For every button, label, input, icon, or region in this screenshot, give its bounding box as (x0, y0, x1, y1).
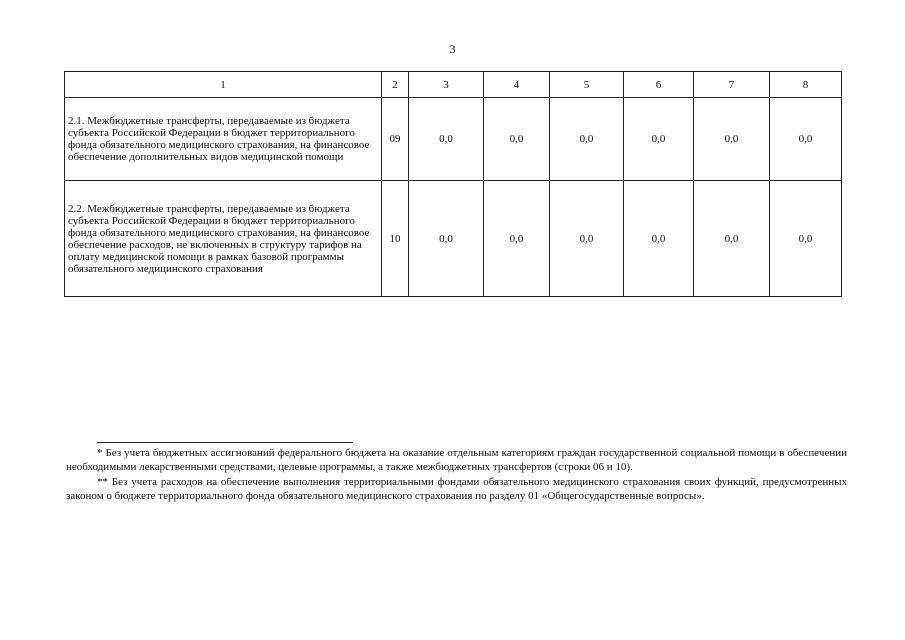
row-value: 0,0 (409, 98, 484, 181)
row-description: 2.1. Межбюджетные трансферты, передаваемые из бюджета субъекта Российской Федерации в бюджет территориального фонда обязательного медицинского страхования, на финансовое обеспечение дополнительных видов медицинской помощи (65, 98, 382, 181)
footnote-double-star: ** Без учета расходов на обеспечение выполнения территориальными фондами обязательного медицинского страхования своих функций, предусмотренных законом о бюджете территориального фонда обязательного медицинского страхования по разделу 01 «Общегосударственные вопросы». (66, 476, 847, 502)
row-value: 0,0 (770, 98, 842, 181)
row-value: 0,0 (624, 98, 694, 181)
table-header-row (65, 72, 842, 98)
page-number: 3 (449, 42, 456, 56)
column-header: 3 (409, 72, 484, 98)
column-header: 6 (624, 72, 694, 98)
footnote-separator (97, 442, 353, 443)
row-value: 0,0 (694, 181, 770, 297)
budget-table (64, 71, 842, 297)
column-header: 2 (382, 72, 409, 98)
column-header: 1 (65, 72, 382, 98)
row-value: 0,0 (484, 98, 550, 181)
row-value: 0,0 (484, 181, 550, 297)
row-value: 0,0 (550, 181, 624, 297)
row-value: 0,0 (770, 181, 842, 297)
row-value: 0,0 (550, 98, 624, 181)
row-value: 0,0 (409, 181, 484, 297)
table-row (65, 98, 842, 181)
column-header: 4 (484, 72, 550, 98)
column-header: 5 (550, 72, 624, 98)
row-code: 10 (382, 181, 409, 297)
row-value: 0,0 (694, 98, 770, 181)
column-header: 8 (770, 72, 842, 98)
row-description: 2.2. Межбюджетные трансферты, передаваемые из бюджета субъекта Российской Федерации в бюджет территориального фонда обязательного медицинского страхования, на финансовое обеспечение расходов, не включенных в структуру тарифов на оплату медицинской помощи в рамках базовой программы обязательного медицинского страхования (65, 181, 382, 297)
column-header: 7 (694, 72, 770, 98)
row-value: 0,0 (624, 181, 694, 297)
footnote-single-star: * Без учета бюджетных ассигнований федерального бюджета на оказание отдельным категориям граждан государственной социальной помощи в обеспечении необходимыми лекарственными средствами, целевые программы, а также межбюджетных трансфертов (строки 06 и 10). (66, 447, 847, 473)
footnotes (66, 446, 847, 503)
table-row (65, 181, 842, 297)
row-code: 09 (382, 98, 409, 181)
